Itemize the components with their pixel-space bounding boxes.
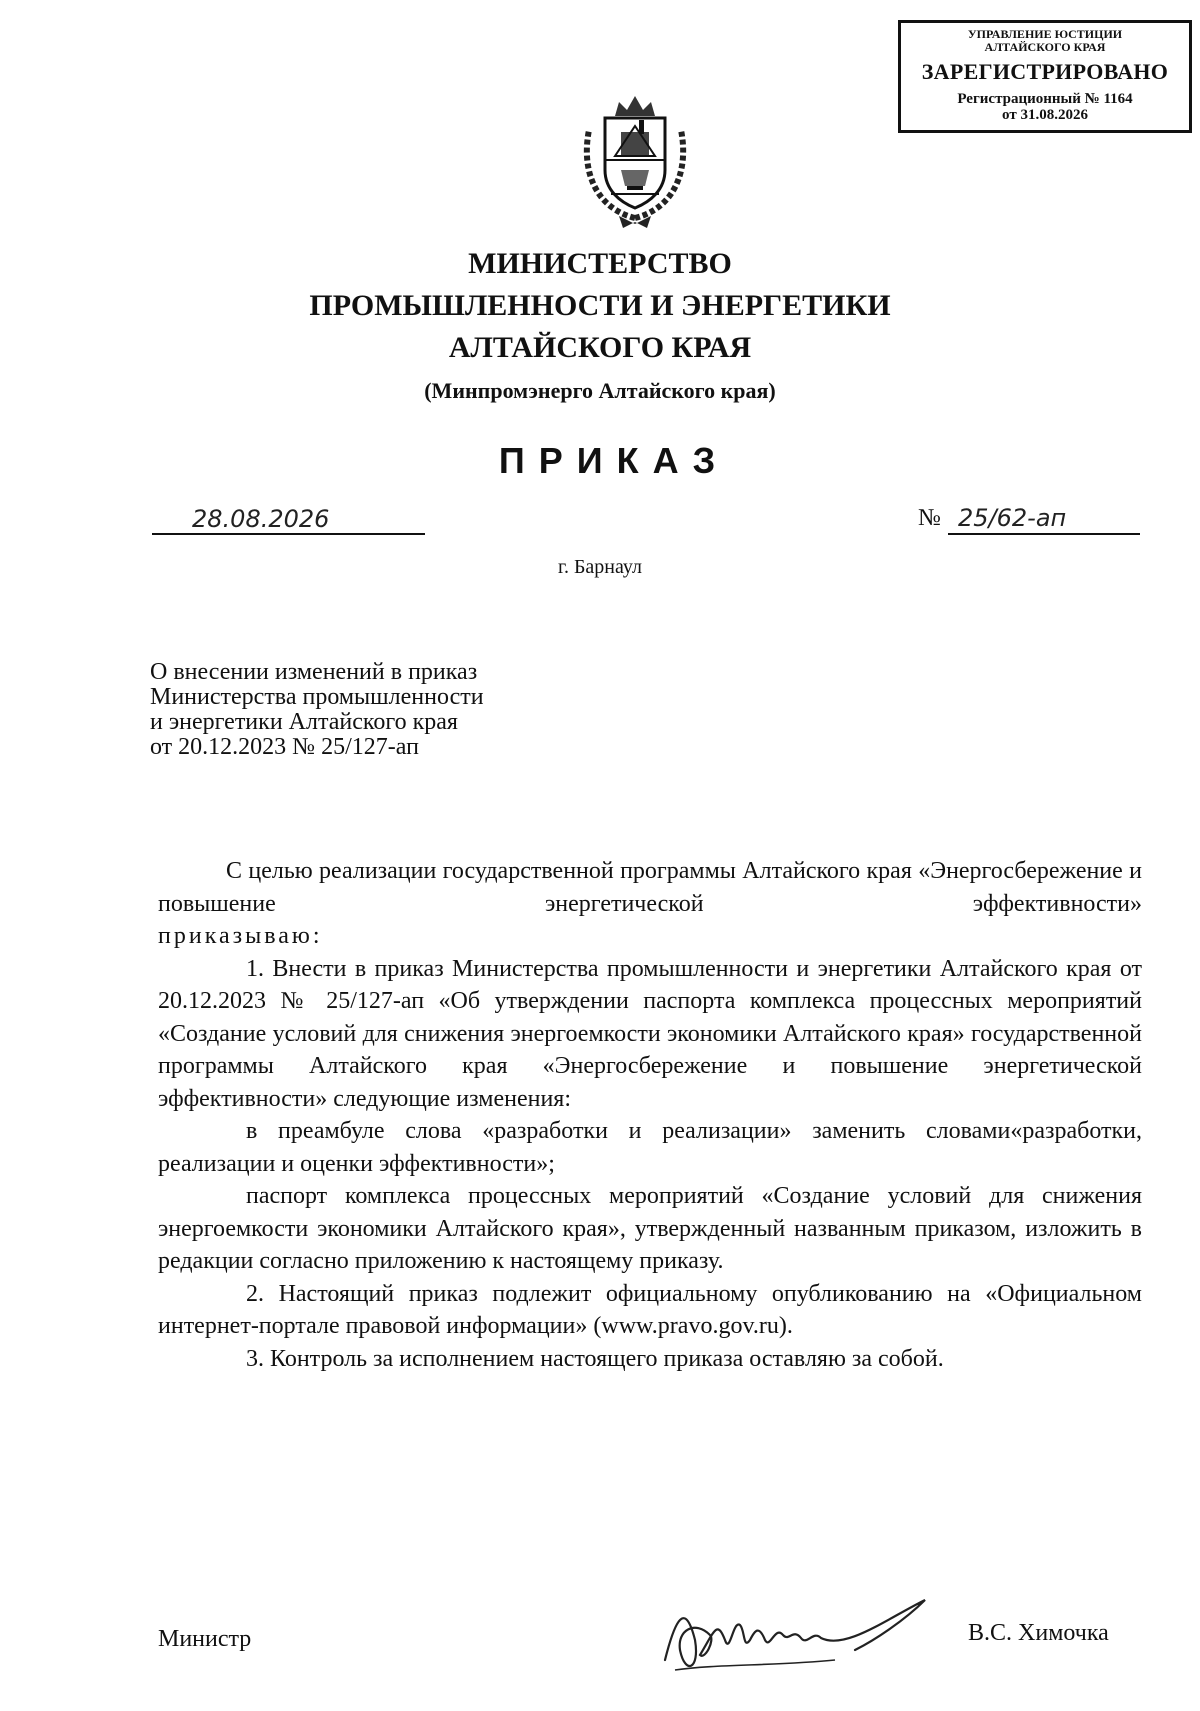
- number-sign: №: [918, 505, 941, 531]
- order-subject: [150, 660, 484, 760]
- order-date: 28.08.2026: [192, 505, 330, 533]
- handwritten-signature: [655, 1580, 955, 1680]
- orders-word: приказываю:: [158, 923, 323, 949]
- subject-line: Министерства промышленности: [150, 684, 484, 710]
- item-1-paragraph: 1. Внести в приказ Министерства промышленности и энергетики Алтайского края от 20.12.2023 № 25/127-ап «Об утверждении паспорта комплекса процессных мероприятий «Создание условий для снижения энергоемкости экономики Алтайского края» государственной программы Алтайского края «Энергосбережение и повышение энергетической эффективности» следующие изменения:: [158, 955, 1142, 1112]
- stamp-status: ЗАРЕГИСТРИРОВАНО: [921, 59, 1169, 85]
- ministry-name-line2: ПРОМЫШЛЕННОСТИ И ЭНЕРГЕТИКИ: [309, 289, 891, 322]
- subject-line: от 20.12.2023 № 25/127-ап: [150, 734, 419, 760]
- item-1b-paragraph: паспорт комплекса процессных мероприятий «Создание условий для снижения энергоемкости экономики Алтайского края», утвержденный названным приказом, изложить в редакции согласно приложению к настоящему приказу.: [158, 1183, 1142, 1274]
- item-1a-paragraph: в преамбуле слова «разработки и реализации» заменить словами«разработки, реализации и оценки эффективности»;: [158, 1118, 1142, 1177]
- number-underline: [948, 533, 1140, 535]
- registration-stamp: [898, 20, 1192, 133]
- stamp-reg-number: Регистрационный № 1164: [957, 90, 1133, 107]
- subject-line: и энергетики Алтайского края: [150, 709, 458, 735]
- ministry-name: [0, 243, 1200, 369]
- stamp-reg-date: от 31.08.2026: [1002, 107, 1088, 124]
- signer-name: В.С. Химочка: [968, 1620, 1109, 1646]
- document-type-title: ПРИКАЗ: [498, 440, 730, 481]
- order-body: [158, 855, 1142, 1375]
- ministry-abbreviation: (Минпромэнерго Алтайского края): [424, 378, 776, 403]
- ministry-name-line1: МИНИСТЕРСТВО: [468, 247, 732, 280]
- signer-position: Министр: [158, 1626, 252, 1652]
- subject-line: О внесении изменений в приказ: [150, 659, 478, 685]
- order-number: 25/62-ап: [958, 504, 1067, 532]
- ministry-name-line3: АЛТАЙСКОГО КРАЯ: [448, 331, 752, 364]
- preamble-paragraph: С целью реализации государственной программы Алтайского края «Энергосбережение и повышение энергетической эффективности»: [158, 858, 1142, 917]
- stamp-org-line2: АЛТАЙСКОГО КРАЯ: [984, 40, 1106, 55]
- item-3-paragraph: 3. Контроль за исполнением настоящего приказа оставляю за собой.: [246, 1345, 944, 1372]
- coat-of-arms-emblem: [575, 90, 695, 230]
- stamp-org-line1: УПРАВЛЕНИЕ ЮСТИЦИИ: [967, 27, 1123, 41]
- date-underline: [152, 533, 425, 535]
- order-city: г. Барнаул: [558, 556, 642, 578]
- item-2-paragraph: 2. Настоящий приказ подлежит официальному опубликованию на «Официальном интернет-портале правовой информации» (www.pravo.gov.ru).: [158, 1280, 1142, 1339]
